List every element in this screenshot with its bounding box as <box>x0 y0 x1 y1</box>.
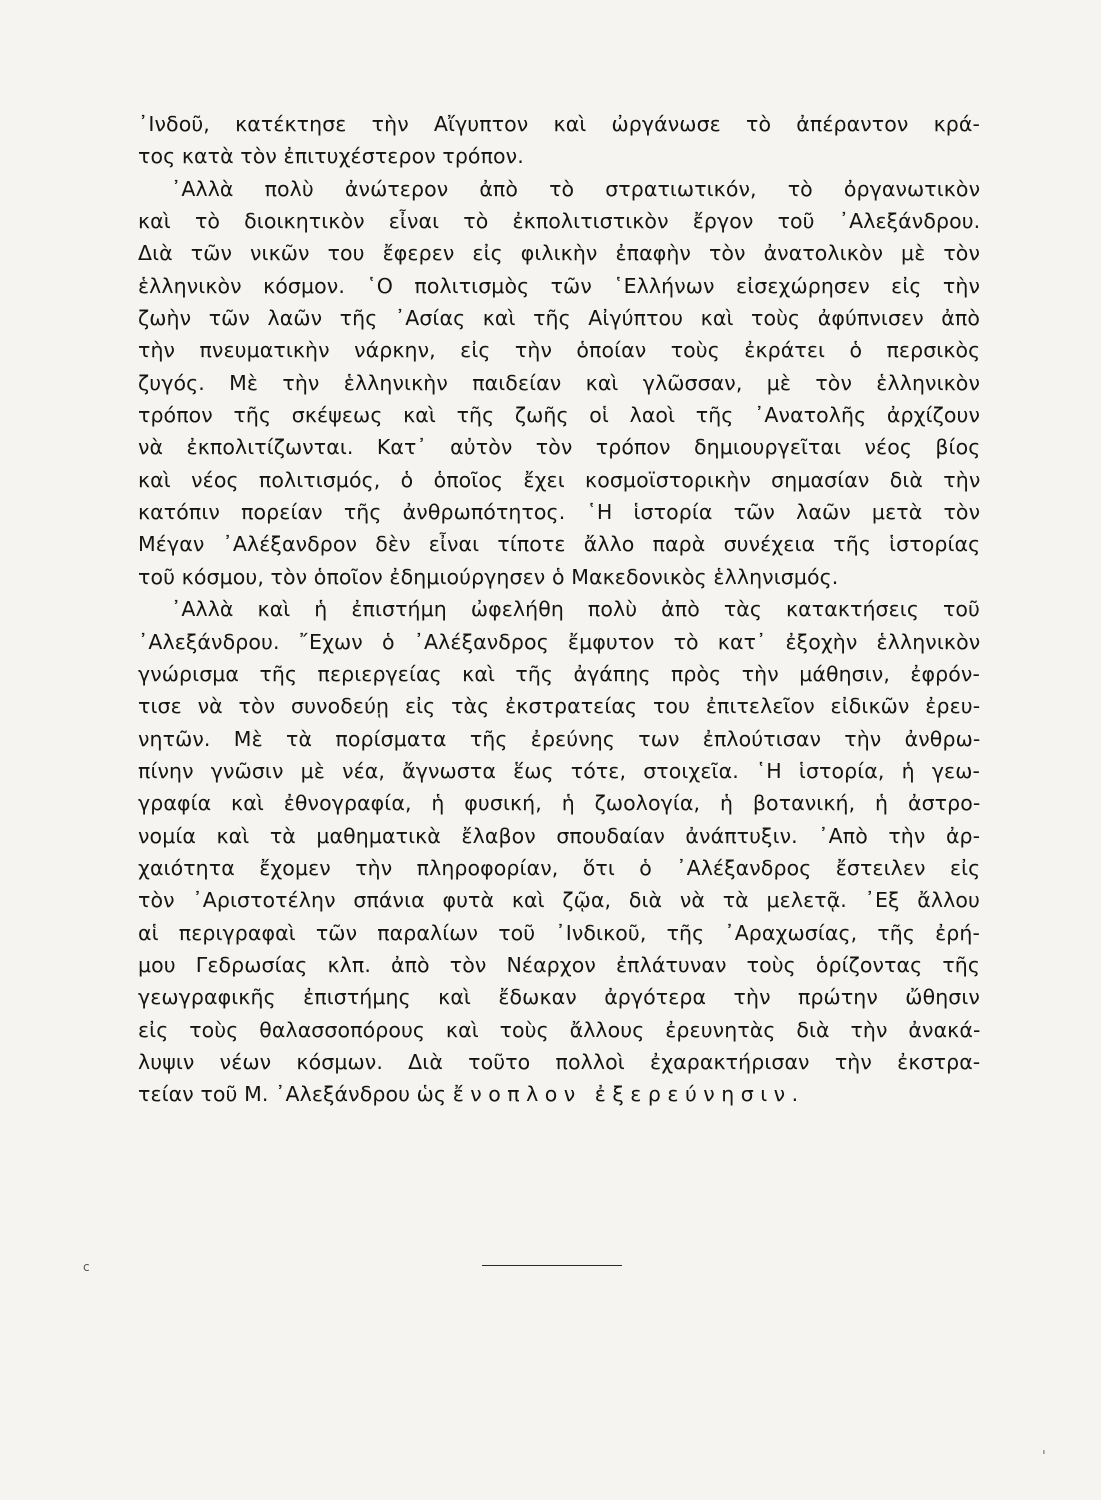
last-line-prefix: τείαν τοῦ Μ. ᾿Αλεξάνδρου ὡς <box>138 1082 453 1107</box>
text-line-18: γνώρισμα τῆς περιεργείας καὶ τῆς ἀγάπης πρὸς τὴν μάθησιν, ἐφρόν- <box>138 661 980 686</box>
text-line-27: μου Γεδρωσίας κλπ. ἀπὸ τὸν Νέαρχον ἐπλάτυναν τοὺς ὁρίζοντας τῆς <box>138 952 981 977</box>
text-line-12: καὶ νέος πολιτισμός, ὁ ὁποῖος ἔχει κοσμοϊστορικὴν σημασίαν διὰ τὴν <box>138 467 981 492</box>
text-line-1: ᾿Ινδοῦ, κατέκτησε τὴν Αἴγυπτον καὶ ὠργάνωσε τὸ ἀπέραντον κρά- <box>138 112 980 136</box>
text-line-6: ἑλληνικὸν κόσμον. ῾Ο πολιτισμὸς τῶν ῾Ελλήνων εἰσεχώρησεν εἰς τὴν <box>138 273 980 298</box>
margin-mark: c <box>83 1260 90 1274</box>
text-line-25: τὸν ᾿Αριστοτέλην σπάνια φυτὰ καὶ ζῷα, διὰ νὰ τὰ μελετᾷ. ᾿Εξ ἄλλου <box>138 888 980 913</box>
body-text <box>138 108 980 1111</box>
text-line-4: καὶ τὸ διοικητικὸν εἶναι τὸ ἐκπολιτιστικὸν ἔργον τοῦ ᾿Αλεξάνδρου. <box>138 209 981 234</box>
text-line-30: λυψιν νέων κόσμων. Διὰ τοῦτο πολλοὶ ἐχαρακτήρισαν τὴν ἐκστρα- <box>138 1049 981 1074</box>
text-line-20: νητῶν. Μὲ τὰ πορίσματα τῆς ἐρεύνης των ἐπλούτισαν τὴν ἀνθρω- <box>138 726 981 751</box>
text-line-31 <box>138 1078 980 1110</box>
last-line-spaced-phrase: ἔνοπλον ἐξερεύνησιν. <box>452 1082 805 1107</box>
text-line-26: αἱ περιγραφαὶ τῶν παραλίων τοῦ ᾿Ινδικοῦ, τῆς ᾿Αραχωσίας, τῆς ἐρή- <box>138 920 980 945</box>
text-line-3: ᾿Αλλὰ πολὺ ἀνώτερον ἀπὸ τὸ στρατιωτικόν, τὸ ὀργανωτικὸν <box>171 176 981 201</box>
text-line-23: νομία καὶ τὰ μαθηματικὰ ἔλαβον σπουδαίαν ἀνάπτυξιν. ᾿Απὸ τὴν ἀρ- <box>138 823 981 848</box>
text-line-22: γραφία καὶ ἐθνογραφία, ἡ φυσική, ἡ ζωολογία, ἡ βοτανική, ἡ ἀστρο- <box>138 791 981 816</box>
text-line-5: Διὰ τῶν νικῶν του ἔφερεν εἰς φιλικὴν ἐπαφὴν τὸν ἀνατολικὸν μὲ τὸν <box>138 241 980 266</box>
text-line-24: χαιότητα ἔχομεν τὴν πληροφορίαν, ὅτι ὁ ᾿Αλέξανδρος ἔστειλεν εἰς <box>138 855 981 880</box>
text-line-9: ζυγός. Μὲ τὴν ἑλληνικὴν παιδείαν καὶ γλῶσσαν, μὲ τὸν ἑλληνικὸν <box>138 370 980 395</box>
text-line-2: τος κατὰ τὸν ἐπιτυχέστερον τρόπον. <box>138 144 524 169</box>
scan-speck: ˌ <box>1042 1440 1046 1456</box>
text-line-11: νὰ ἐκπολιτίζωνται. Κατ᾿ αὐτὸν τὸν τρόπον δημιουργεῖται νέος βίος <box>138 435 981 460</box>
section-end-rule <box>482 1265 622 1266</box>
text-line-21: πίνην γνῶσιν μὲ νέα, ἄγνωστα ἕως τότε, στοιχεῖα. ῾Η ἱστορία, ἡ γεω- <box>138 758 980 783</box>
text-line-15: τοῦ κόσμου, τὸν ὁποῖον ἐδημιούργησεν ὁ Μακεδονικὸς ἑλληνισμός. <box>138 564 839 589</box>
text-line-8: τὴν πνευματικὴν νάρκην, εἰς τὴν ὁποίαν τοὺς ἐκράτει ὁ περσικὸς <box>138 338 981 363</box>
text-line-13: κατόπιν πορείαν τῆς ἀνθρωπότητος. ῾Η ἱστορία τῶν λαῶν μετὰ τὸν <box>138 500 981 525</box>
text-line-19: τισε νὰ τὸν συνοδεύῃ εἰς τὰς ἐκστρατείας του ἐπιτελεῖον εἰδικῶν ἐρευ- <box>138 694 981 719</box>
text-line-10: τρόπον τῆς σκέψεως καὶ τῆς ζωῆς οἱ λαοὶ τῆς ᾿Ανατολῆς ἀρχίζουν <box>138 403 980 428</box>
text-line-14: Μέγαν ᾿Αλέξανδρον δὲν εἶναι τίποτε ἄλλο παρὰ συνέχεια τῆς ἱστορίας <box>138 532 981 557</box>
text-line-17: ᾿Αλεξάνδρου. ῎Εχων ὁ ᾿Αλέξανδρος ἔμφυτον τὸ κατ᾿ ἐξοχὴν ἑλληνικὸν <box>138 629 981 654</box>
text-line-16: ᾿Αλλὰ καὶ ἡ ἐπιστήμη ὠφελήθη πολὺ ἀπὸ τὰς κατακτήσεις τοῦ <box>171 597 980 622</box>
text-line-29: εἰς τοὺς θαλασσοπόρους καὶ τοὺς ἄλλους ἐρευνητὰς διὰ τὴν ἀνακά- <box>138 1017 981 1042</box>
text-line-7: ζωὴν τῶν λαῶν τῆς ᾿Ασίας καὶ τῆς Αἰγύπτου καὶ τοὺς ἀφύπνισεν ἀπὸ <box>138 306 980 331</box>
text-line-28: γεωγραφικῆς ἐπιστήμης καὶ ἔδωκαν ἀργότερα τὴν πρώτην ὤθησιν <box>138 985 980 1010</box>
